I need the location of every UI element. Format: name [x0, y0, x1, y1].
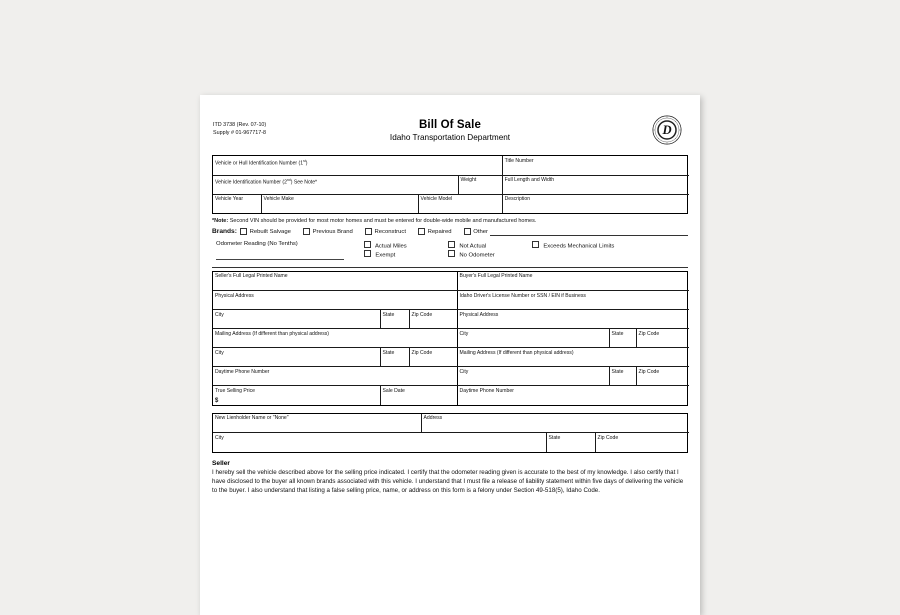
weight-label: Weight: [460, 177, 477, 183]
checkbox-not-actual[interactable]: [448, 241, 486, 250]
table-row: [213, 329, 689, 348]
checkbox-label: Reconstruct: [374, 228, 406, 235]
table-row: [213, 272, 689, 291]
odometer-reading-label: Odometer Reading (No Tenths): [216, 240, 298, 247]
field-buyer-city-2[interactable]: [457, 367, 609, 386]
table-row: [213, 414, 689, 433]
field-vin-2[interactable]: [213, 175, 458, 194]
checkbox-icon[interactable]: [448, 241, 455, 248]
true-selling-price-label: True Selling Price: [215, 387, 256, 394]
table-row: [213, 175, 689, 194]
field-full-length-and-width[interactable]: [502, 175, 689, 194]
field-lienholder-city[interactable]: [213, 433, 546, 452]
seller-city-2-label: City: [215, 349, 224, 356]
field-seller-physical-address[interactable]: [213, 291, 457, 310]
field-seller-zip-2[interactable]: [409, 348, 457, 367]
field-lienholder-zip[interactable]: [595, 433, 689, 452]
field-buyer-zip-2[interactable]: [636, 367, 689, 386]
field-sale-date[interactable]: [380, 386, 457, 405]
vin-1-label-end: ): [305, 160, 308, 167]
sale-date-label: Sale Date: [382, 387, 405, 394]
seller-zip-2-label: Zip Code: [411, 349, 433, 356]
vehicle-year-label: Vehicle Year: [215, 196, 244, 202]
lienholder-name-label: New Lienholder Name or "None": [215, 415, 289, 421]
field-buyer-drivers-license[interactable]: [457, 291, 689, 310]
buyer-city-label: City: [459, 330, 469, 337]
document-header: [212, 115, 688, 155]
field-weight[interactable]: [458, 175, 502, 194]
seller-name-label: Seller's Full Legal Printed Name: [215, 273, 288, 279]
field-title-number[interactable]: [502, 156, 689, 175]
field-vehicle-year[interactable]: [213, 194, 261, 213]
checkbox-icon[interactable]: [464, 228, 471, 235]
checkbox-icon[interactable]: [303, 228, 310, 235]
odometer-reading-input[interactable]: [216, 259, 344, 260]
table-row: [213, 310, 689, 329]
buyer-mailing-label: Mailing Address (If different than physical address): [459, 349, 574, 356]
field-seller-city-2[interactable]: [213, 348, 380, 367]
field-description[interactable]: [502, 194, 689, 213]
vin-2-label-end: ) See Note*: [290, 179, 318, 186]
other-brand-input[interactable]: [490, 228, 688, 236]
buyer-physical-address-label: Physical Address: [459, 311, 499, 318]
vehicle-model-label: Vehicle Model: [420, 196, 453, 202]
vin-1-label: Vehicle or Hull Identification Number (1: [215, 160, 304, 167]
table-row: [213, 156, 689, 175]
field-vehicle-make[interactable]: [261, 194, 418, 213]
checkbox-icon[interactable]: [365, 228, 372, 235]
checkbox-label: Not Actual: [459, 243, 487, 250]
lienholder-table: [212, 413, 688, 453]
idaho-transportation-department-seal-icon: [652, 115, 682, 145]
seller-statement-text: I hereby sell the vehicle described above for the selling price indicated. I certify that the odometer reading given is accurate to the best of my knowledge. I also certify that I have disclosed to the buyer all known brands associated with this vehicle. I understand that I must file a release of liability statement within five days of delivering the vehicle to the buyer. I also understand that listing a false selling price, name, or address on this form is a felony under Section 49-518(5), Idaho Code.: [212, 468, 684, 495]
checkbox-icon[interactable]: [532, 241, 539, 248]
buyer-zip-label: Zip Code: [638, 330, 660, 337]
checkbox-exempt[interactable]: [364, 250, 395, 259]
field-seller-phone[interactable]: [213, 367, 457, 386]
checkbox-label: Rebuilt Salvage: [249, 228, 291, 235]
note-prefix: *Note:: [212, 217, 229, 224]
vin-2-label: Vehicle Identification Number (2: [215, 179, 287, 186]
checkbox-actual-miles[interactable]: [364, 241, 407, 250]
vehicle-information-table: [212, 155, 688, 214]
field-seller-city[interactable]: [213, 310, 380, 329]
field-lienholder-address[interactable]: [421, 414, 689, 433]
buyer-dl-label: Idaho Driver's License Number or SSN / EIN if Business: [459, 292, 586, 299]
buyer-state-2-label: State: [611, 368, 624, 375]
field-seller-name[interactable]: [213, 272, 457, 291]
spacer: [212, 406, 688, 413]
checkbox-exceeds-mechanical-limits[interactable]: [532, 241, 614, 250]
checkbox-icon[interactable]: [448, 250, 455, 257]
checkbox-label: Exempt: [375, 252, 396, 259]
checkbox-repaired[interactable]: [418, 228, 452, 235]
field-vehicle-model[interactable]: [418, 194, 502, 213]
checkbox-no-odometer[interactable]: [448, 250, 495, 259]
seller-physical-address-label: Physical Address: [215, 292, 254, 299]
odometer-section: [212, 241, 688, 267]
field-buyer-zip[interactable]: [636, 329, 689, 348]
note-text: Second VIN should be provided for most motor homes and must be entered for double-wide mobile and manufactured homes.: [228, 217, 537, 224]
page-title: Bill Of Sale: [419, 119, 481, 131]
table-row: [213, 348, 689, 367]
price-currency-symbol: $: [215, 397, 219, 404]
checkbox-label: Exceeds Mechanical Limits: [543, 243, 615, 250]
seller-phone-label: Daytime Phone Number: [215, 368, 270, 375]
checkbox-label: Actual Miles: [375, 243, 407, 250]
buyer-state-label: State: [611, 330, 624, 337]
field-buyer-city[interactable]: [457, 329, 609, 348]
brands-row: [212, 228, 688, 236]
field-buyer-phone[interactable]: [457, 386, 689, 405]
field-vin-1[interactable]: [213, 156, 502, 175]
buyer-zip-2-label: Zip Code: [638, 368, 660, 375]
seller-state-label: State: [382, 311, 395, 318]
table-row: [213, 367, 689, 386]
checkbox-previous-brand[interactable]: [303, 228, 353, 235]
title-number-label: Title Number: [504, 157, 534, 164]
description-label: Description: [504, 196, 531, 202]
checkbox-label: Repaired: [427, 228, 452, 235]
seller-section-heading: Seller: [212, 459, 230, 467]
seller-mailing-label: Mailing Address (If different than physical address): [215, 330, 330, 337]
vin-note: [212, 217, 688, 225]
checkbox-icon[interactable]: [364, 241, 371, 248]
checkbox-label: Previous Brand: [312, 228, 353, 235]
checkbox-icon[interactable]: [364, 250, 371, 257]
vin-1-ordinal: st: [303, 158, 306, 163]
seller-zip-label: Zip Code: [411, 311, 433, 318]
checkbox-reconstruct[interactable]: [365, 228, 406, 235]
checkbox-icon[interactable]: [240, 228, 247, 235]
lienholder-address-label: Address: [423, 415, 443, 421]
vehicle-make-label: Vehicle Make: [263, 196, 294, 202]
lienholder-city-label: City: [215, 434, 224, 441]
table-row: [213, 194, 689, 213]
page-content: [212, 115, 688, 496]
checkbox-other[interactable]: [464, 228, 688, 236]
checkbox-icon[interactable]: [418, 228, 425, 235]
field-buyer-physical-address[interactable]: [457, 310, 689, 329]
field-buyer-state-2[interactable]: [609, 367, 636, 386]
field-lienholder-state[interactable]: [546, 433, 595, 452]
parties-table: [212, 271, 688, 406]
field-buyer-name[interactable]: [457, 272, 689, 291]
table-row: [213, 433, 689, 452]
form-number: ITD 3738 (Rev. 07-10): [213, 122, 267, 128]
checkbox-rebuilt-salvage[interactable]: [240, 228, 291, 235]
title-block: [212, 119, 688, 142]
buyer-phone-label: Daytime Phone Number: [459, 387, 514, 394]
length-width-label: Full Length and Width: [504, 177, 555, 183]
field-seller-mailing-address[interactable]: [213, 329, 457, 348]
vin-2-ordinal: nd: [286, 178, 291, 182]
field-true-selling-price[interactable]: [213, 386, 380, 405]
checkbox-label: No Odometer: [459, 252, 495, 259]
table-row: [213, 291, 689, 310]
page-subtitle: Idaho Transportation Department: [389, 133, 511, 142]
field-buyer-mailing-address[interactable]: [457, 348, 689, 367]
svg-text:D: D: [662, 123, 672, 138]
buyer-name-label: Buyer's Full Legal Printed Name: [459, 273, 533, 279]
buyer-city-2-label: City: [459, 368, 469, 375]
table-row: [213, 386, 689, 405]
lienholder-state-label: State: [548, 434, 561, 441]
brands-label: Brands:: [212, 228, 237, 235]
supply-number: Supply # 01-967717-8: [213, 130, 267, 137]
field-lienholder-name[interactable]: [213, 414, 421, 433]
field-seller-zip[interactable]: [409, 310, 457, 329]
field-seller-state[interactable]: [380, 310, 409, 329]
checkbox-label: Other: [473, 228, 488, 235]
field-seller-state-2[interactable]: [380, 348, 409, 367]
document-page: [200, 95, 700, 615]
lienholder-zip-label: Zip Code: [597, 434, 619, 441]
field-buyer-state[interactable]: [609, 329, 636, 348]
seller-state-2-label: State: [382, 349, 395, 356]
section-divider: [212, 267, 688, 268]
seller-city-label: City: [215, 311, 224, 318]
